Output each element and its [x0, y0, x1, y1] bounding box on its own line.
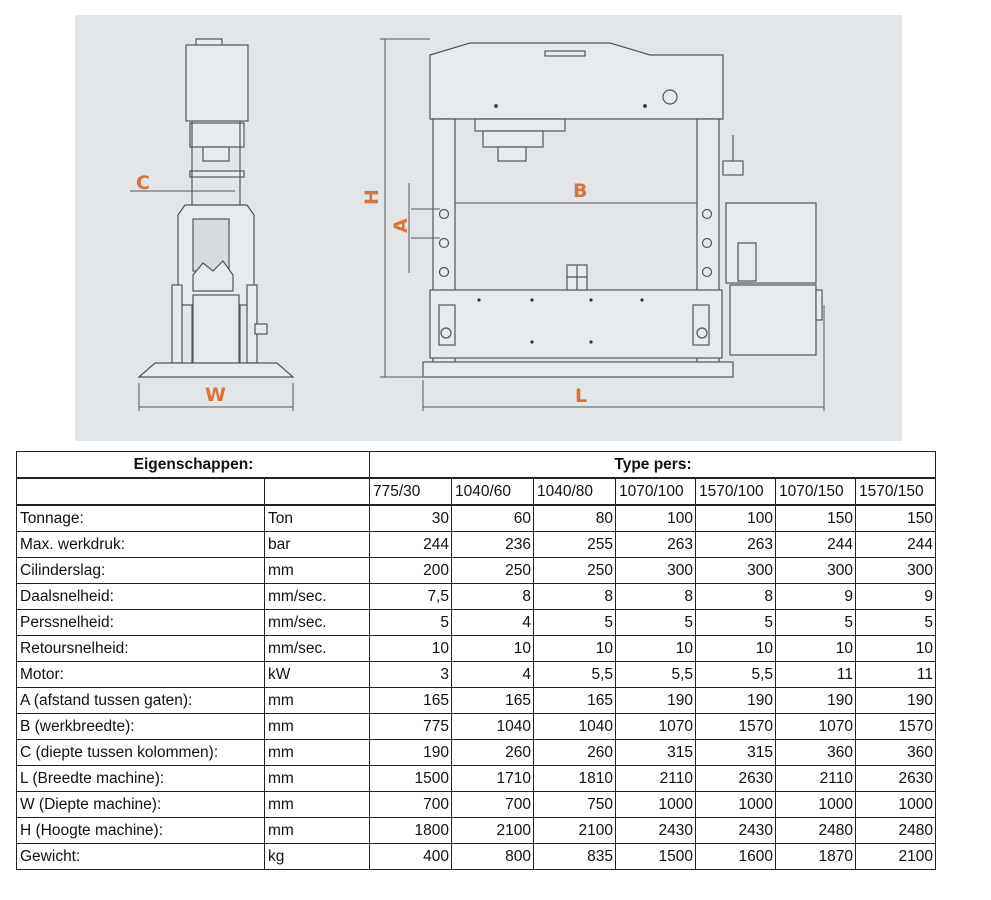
value-cell: 2100 [534, 818, 616, 844]
dimension-label-l: L [575, 385, 588, 407]
model-name: 1040/80 [534, 478, 616, 505]
property-label: Max. werkdruk: [17, 532, 265, 558]
dimension-label-h: H [361, 189, 383, 205]
value-cell: 11 [856, 662, 936, 688]
property-unit: mm [265, 740, 370, 766]
table-row [17, 792, 936, 818]
value-cell: 5 [856, 610, 936, 636]
value-cell: 5,5 [616, 662, 696, 688]
value-cell: 165 [452, 688, 534, 714]
value-cell: 260 [534, 740, 616, 766]
property-unit: bar [265, 532, 370, 558]
value-cell: 10 [534, 636, 616, 662]
value-cell: 244 [776, 532, 856, 558]
value-cell: 750 [534, 792, 616, 818]
property-label: L (Breedte machine): [17, 766, 265, 792]
property-label: Daalsnelheid: [17, 584, 265, 610]
value-cell: 2480 [776, 818, 856, 844]
property-label: C (diepte tussen kolommen): [17, 740, 265, 766]
property-label: W (Diepte machine): [17, 792, 265, 818]
value-cell: 260 [452, 740, 534, 766]
property-unit: mm/sec. [265, 584, 370, 610]
value-cell: 190 [776, 688, 856, 714]
value-cell: 8 [616, 584, 696, 610]
value-cell: 10 [616, 636, 696, 662]
table-row [17, 766, 936, 792]
property-label: A (afstand tussen gaten): [17, 688, 265, 714]
value-cell: 2630 [856, 766, 936, 792]
dimension-label-w: W [205, 384, 226, 406]
table-row [17, 714, 936, 740]
front-base [423, 362, 733, 377]
value-cell: 1000 [856, 792, 936, 818]
value-cell: 190 [696, 688, 776, 714]
dimension-label-b: B [573, 180, 588, 202]
property-unit: kg [265, 844, 370, 870]
property-unit: mm [265, 714, 370, 740]
value-cell: 2110 [776, 766, 856, 792]
value-cell: 4 [452, 662, 534, 688]
property-unit: mm/sec. [265, 610, 370, 636]
value-cell: 165 [534, 688, 616, 714]
table-row [17, 740, 936, 766]
value-cell: 2110 [616, 766, 696, 792]
value-cell: 300 [616, 558, 696, 584]
value-cell: 300 [696, 558, 776, 584]
table-row [17, 844, 936, 870]
value-cell: 360 [776, 740, 856, 766]
dimension-label-a: A [390, 218, 412, 233]
model-name: 1570/100 [696, 478, 776, 505]
value-cell: 250 [452, 558, 534, 584]
value-cell: 1500 [370, 766, 452, 792]
value-cell: 7,5 [370, 584, 452, 610]
value-cell: 315 [696, 740, 776, 766]
spec-table [16, 451, 936, 870]
value-cell: 2100 [856, 844, 936, 870]
value-cell: 2480 [856, 818, 936, 844]
value-cell: 2430 [696, 818, 776, 844]
table-models-row [17, 478, 936, 505]
value-cell: 700 [452, 792, 534, 818]
value-cell: 8 [696, 584, 776, 610]
value-cell: 2430 [616, 818, 696, 844]
table-row [17, 558, 936, 584]
value-cell: 190 [616, 688, 696, 714]
value-cell: 80 [534, 505, 616, 532]
value-cell: 5 [370, 610, 452, 636]
model-name: 1070/100 [616, 478, 696, 505]
value-cell: 263 [696, 532, 776, 558]
table-row [17, 584, 936, 610]
property-unit: kW [265, 662, 370, 688]
value-cell: 8 [452, 584, 534, 610]
value-cell: 835 [534, 844, 616, 870]
value-cell: 10 [370, 636, 452, 662]
value-cell: 236 [452, 532, 534, 558]
value-cell: 255 [534, 532, 616, 558]
property-label: Motor: [17, 662, 265, 688]
value-cell: 300 [776, 558, 856, 584]
table-row [17, 688, 936, 714]
value-cell: 30 [370, 505, 452, 532]
value-cell: 1070 [616, 714, 696, 740]
value-cell: 200 [370, 558, 452, 584]
table-row [17, 610, 936, 636]
value-cell: 8 [534, 584, 616, 610]
value-cell: 1870 [776, 844, 856, 870]
value-cell: 700 [370, 792, 452, 818]
value-cell: 1600 [696, 844, 776, 870]
value-cell: 250 [534, 558, 616, 584]
table-row [17, 505, 936, 532]
property-unit: mm/sec. [265, 636, 370, 662]
empty-cell [265, 478, 370, 505]
property-unit: mm [265, 558, 370, 584]
value-cell: 300 [856, 558, 936, 584]
value-cell: 360 [856, 740, 936, 766]
value-cell: 10 [696, 636, 776, 662]
header-press-type: Type pers: [370, 452, 936, 479]
property-unit: mm [265, 766, 370, 792]
value-cell: 5,5 [696, 662, 776, 688]
value-cell: 10 [856, 636, 936, 662]
empty-cell [17, 478, 265, 505]
value-cell: 10 [452, 636, 534, 662]
table-body [17, 505, 936, 870]
side-head-block [186, 45, 248, 121]
value-cell: 9 [776, 584, 856, 610]
value-cell: 2100 [452, 818, 534, 844]
value-cell: 190 [856, 688, 936, 714]
dimension-label-c: C [136, 172, 150, 194]
model-name: 775/30 [370, 478, 452, 505]
property-unit: Ton [265, 505, 370, 532]
table-header-row [17, 452, 936, 479]
value-cell: 1040 [452, 714, 534, 740]
value-cell: 1040 [534, 714, 616, 740]
front-bed [430, 290, 722, 358]
value-cell: 800 [452, 844, 534, 870]
model-name: 1570/150 [856, 478, 936, 505]
value-cell: 1070 [776, 714, 856, 740]
value-cell: 100 [696, 505, 776, 532]
table-row [17, 662, 936, 688]
value-cell: 11 [776, 662, 856, 688]
value-cell: 263 [616, 532, 696, 558]
value-cell: 1710 [452, 766, 534, 792]
value-cell: 100 [616, 505, 696, 532]
header-properties: Eigenschappen: [17, 452, 370, 479]
value-cell: 190 [370, 740, 452, 766]
property-label: B (werkbreedte): [17, 714, 265, 740]
property-unit: mm [265, 792, 370, 818]
value-cell: 5,5 [534, 662, 616, 688]
table-row [17, 818, 936, 844]
value-cell: 2630 [696, 766, 776, 792]
value-cell: 60 [452, 505, 534, 532]
value-cell: 1000 [776, 792, 856, 818]
property-label: Gewicht: [17, 844, 265, 870]
table-row [17, 636, 936, 662]
table-row [17, 532, 936, 558]
property-label: Retoursnelheid: [17, 636, 265, 662]
value-cell: 1000 [696, 792, 776, 818]
model-name: 1040/60 [452, 478, 534, 505]
side-base [139, 363, 293, 377]
value-cell: 10 [776, 636, 856, 662]
property-unit: mm [265, 818, 370, 844]
property-label: Cilinderslag: [17, 558, 265, 584]
value-cell: 5 [776, 610, 856, 636]
property-label: Tonnage: [17, 505, 265, 532]
value-cell: 1810 [534, 766, 616, 792]
value-cell: 315 [616, 740, 696, 766]
value-cell: 1570 [856, 714, 936, 740]
value-cell: 775 [370, 714, 452, 740]
value-cell: 1800 [370, 818, 452, 844]
value-cell: 3 [370, 662, 452, 688]
value-cell: 244 [370, 532, 452, 558]
value-cell: 1000 [616, 792, 696, 818]
value-cell: 150 [856, 505, 936, 532]
press-diagram-panel [75, 15, 902, 441]
value-cell: 9 [856, 584, 936, 610]
value-cell: 4 [452, 610, 534, 636]
press-drawing [75, 15, 902, 441]
value-cell: 1570 [696, 714, 776, 740]
value-cell: 5 [534, 610, 616, 636]
front-motor [730, 285, 816, 355]
value-cell: 5 [696, 610, 776, 636]
property-label: H (Hoogte machine): [17, 818, 265, 844]
property-label: Perssnelheid: [17, 610, 265, 636]
model-name: 1070/150 [776, 478, 856, 505]
value-cell: 244 [856, 532, 936, 558]
property-unit: mm [265, 688, 370, 714]
value-cell: 5 [616, 610, 696, 636]
value-cell: 165 [370, 688, 452, 714]
value-cell: 400 [370, 844, 452, 870]
value-cell: 1500 [616, 844, 696, 870]
value-cell: 150 [776, 505, 856, 532]
